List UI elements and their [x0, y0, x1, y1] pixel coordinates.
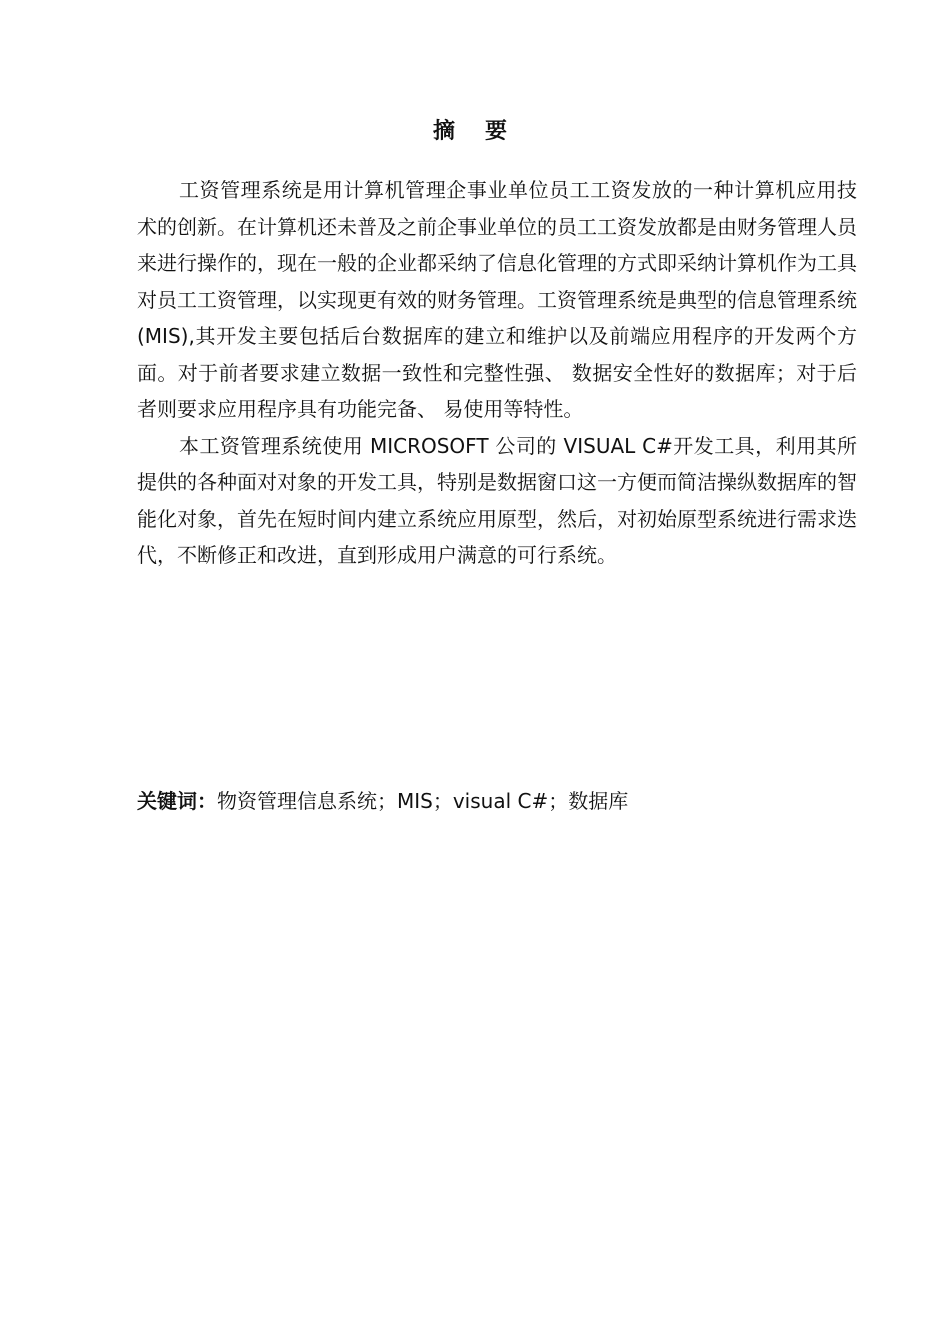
keywords-line [137, 785, 857, 817]
abstract-title: 摘要 [432, 119, 537, 144]
abstract-body [137, 172, 857, 574]
abstract-paragraph-1: 工资管理系统是用计算机管理企事业单位员工工资发放的一种计算机应用技术的创新。在计算机还未普及之前企事业单位的员工工资发放都是由财务管理人员来进行操作的，现在一般的企业都采纳了信息化管理的方式即采纳计算机作为工具对员工工资管理，以实现更有效的财务管理。工资管理系统是典型的信息管理系统(MIS),其开发主要包括后台数据库的建立和维护以及前端应用程序的开发两个方面。对于前者要求建立数据一致性和完整性强、 数据安全性好的数据库；对于后者则要求应用程序具有功能完备、 易使用等特性。 [137, 178, 857, 421]
abstract-paragraph-2: 本工资管理系统使用 MICROSOFT 公司的 VISUAL C#开发工具，利用其所提供的各种面对对象的开发工具，特别是数据窗口这一方便而简洁操纵数据库的智能化对象，首先在短时间内建立系统应用原型，然后，对初始原型系统进行需求迭代，不断修正和改进，直到形成用户满意的可行系统。 [137, 433, 857, 567]
keywords-label: 关键词： [137, 789, 217, 813]
keywords-value: 物资管理信息系统；MIS；visual C#；数据库 [217, 789, 629, 813]
